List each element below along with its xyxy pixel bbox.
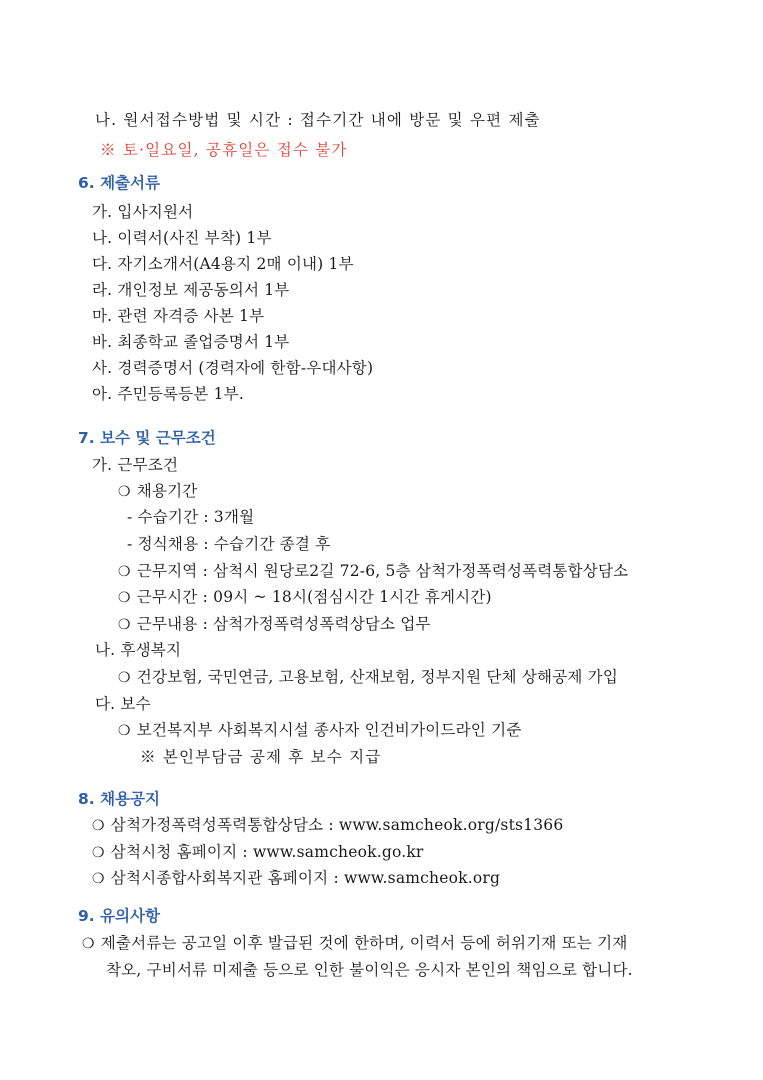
notice-text: 삼척시청 홈페이지 : www.samcheok.go.kr [110,843,424,861]
section-6-heading: 6. 제출서류 [78,174,160,192]
circle-bullet-icon: ❍ [92,818,105,834]
welfare-text: 건강보험, 국민연금, 고용보험, 산재보험, 정부지원 단체 상해공제 가입 [136,668,619,686]
welfare-row [118,667,618,688]
pay-text: 보건복지부 사회복지시설 종사자 인건비가이드라인 기준 [136,721,522,739]
application-method-line: 나. 원서접수방법 및 시간 : 접수기간 내에 방문 및 우편 제출 [95,111,541,129]
period-label: 채용기간 [136,482,198,500]
duties-text: 근무내용 : 삼척가정폭력성폭력상담소 업무 [136,615,431,633]
circle-bullet-icon: ❍ [118,617,131,633]
pay-note: ※ 본인부담금 공제 후 보수 지급 [140,748,382,766]
notice-text: 삼척시종합사회복지관 홈페이지 : www.samcheok.org [110,869,501,887]
hours-text: 근무시간 : 09시 ~ 18시(점심시간 1시간 휴게시간) [136,588,492,606]
welfare-label: 나. 후생복지 [95,641,182,659]
circle-bullet-icon: ❍ [82,936,95,952]
probation-line: - 수습기간 : 3개월 [127,508,255,526]
circle-bullet-icon: ❍ [118,670,131,686]
section-8-heading: 8. 채용공지 [78,790,160,808]
application-note: ※ 토·일요일, 공휴일은 접수 불가 [100,141,348,159]
circle-bullet-icon: ❍ [118,564,131,580]
circle-bullet-icon: ❍ [92,871,105,887]
conditions-label: 가. 근무조건 [92,456,179,474]
caution-line-2: 착오, 구비서류 미제출 등으로 인한 불이익은 응시자 본인의 책임으로 합니다. [106,961,633,979]
location-text: 근무지역 : 삼척시 원당로2길 72-6, 5층 삼척가정폭력성폭력통합상담소 [136,562,629,580]
circle-bullet-icon: ❍ [118,484,131,500]
pay-row [118,720,521,741]
notice-item [92,842,424,863]
doc-item: 라. 개인정보 제공동의서 1부 [92,281,290,299]
notice-text: 삼척가정폭력성폭력통합상담소 : www.samcheok.org/sts1366 [110,816,564,834]
caution-line-1 [82,933,628,954]
section-7-heading: 7. 보수 및 근무조건 [78,429,216,447]
regular-hire-line: - 정식채용 : 수습기간 종결 후 [127,535,331,553]
section-9-heading: 9. 유의사항 [78,907,160,925]
doc-item: 가. 입사지원서 [92,203,194,221]
location-row [118,561,628,582]
hours-row [118,587,492,608]
period-row [118,481,197,502]
circle-bullet-icon: ❍ [118,590,131,606]
doc-item: 사. 경력증명서 (경력자에 한함-우대사항) [92,359,374,377]
doc-item: 나. 이력서(사진 부착) 1부 [92,229,272,247]
duties-row [118,614,431,635]
doc-item: 다. 자기소개서(A4용지 2매 이내) 1부 [92,255,354,273]
doc-item: 바. 최종학교 졸업증명서 1부 [92,333,290,351]
circle-bullet-icon: ❍ [92,845,105,861]
caution-text-1: 제출서류는 공고일 이후 발급된 것에 한하며, 이력서 등에 허위기재 또는 기재 [100,934,628,952]
circle-bullet-icon: ❍ [118,723,131,739]
doc-item: 아. 주민등록등본 1부. [92,385,244,403]
notice-item [92,815,563,836]
pay-label: 다. 보수 [95,695,151,713]
doc-item: 마. 관련 자격증 사본 1부 [92,307,265,325]
notice-item [92,868,500,889]
